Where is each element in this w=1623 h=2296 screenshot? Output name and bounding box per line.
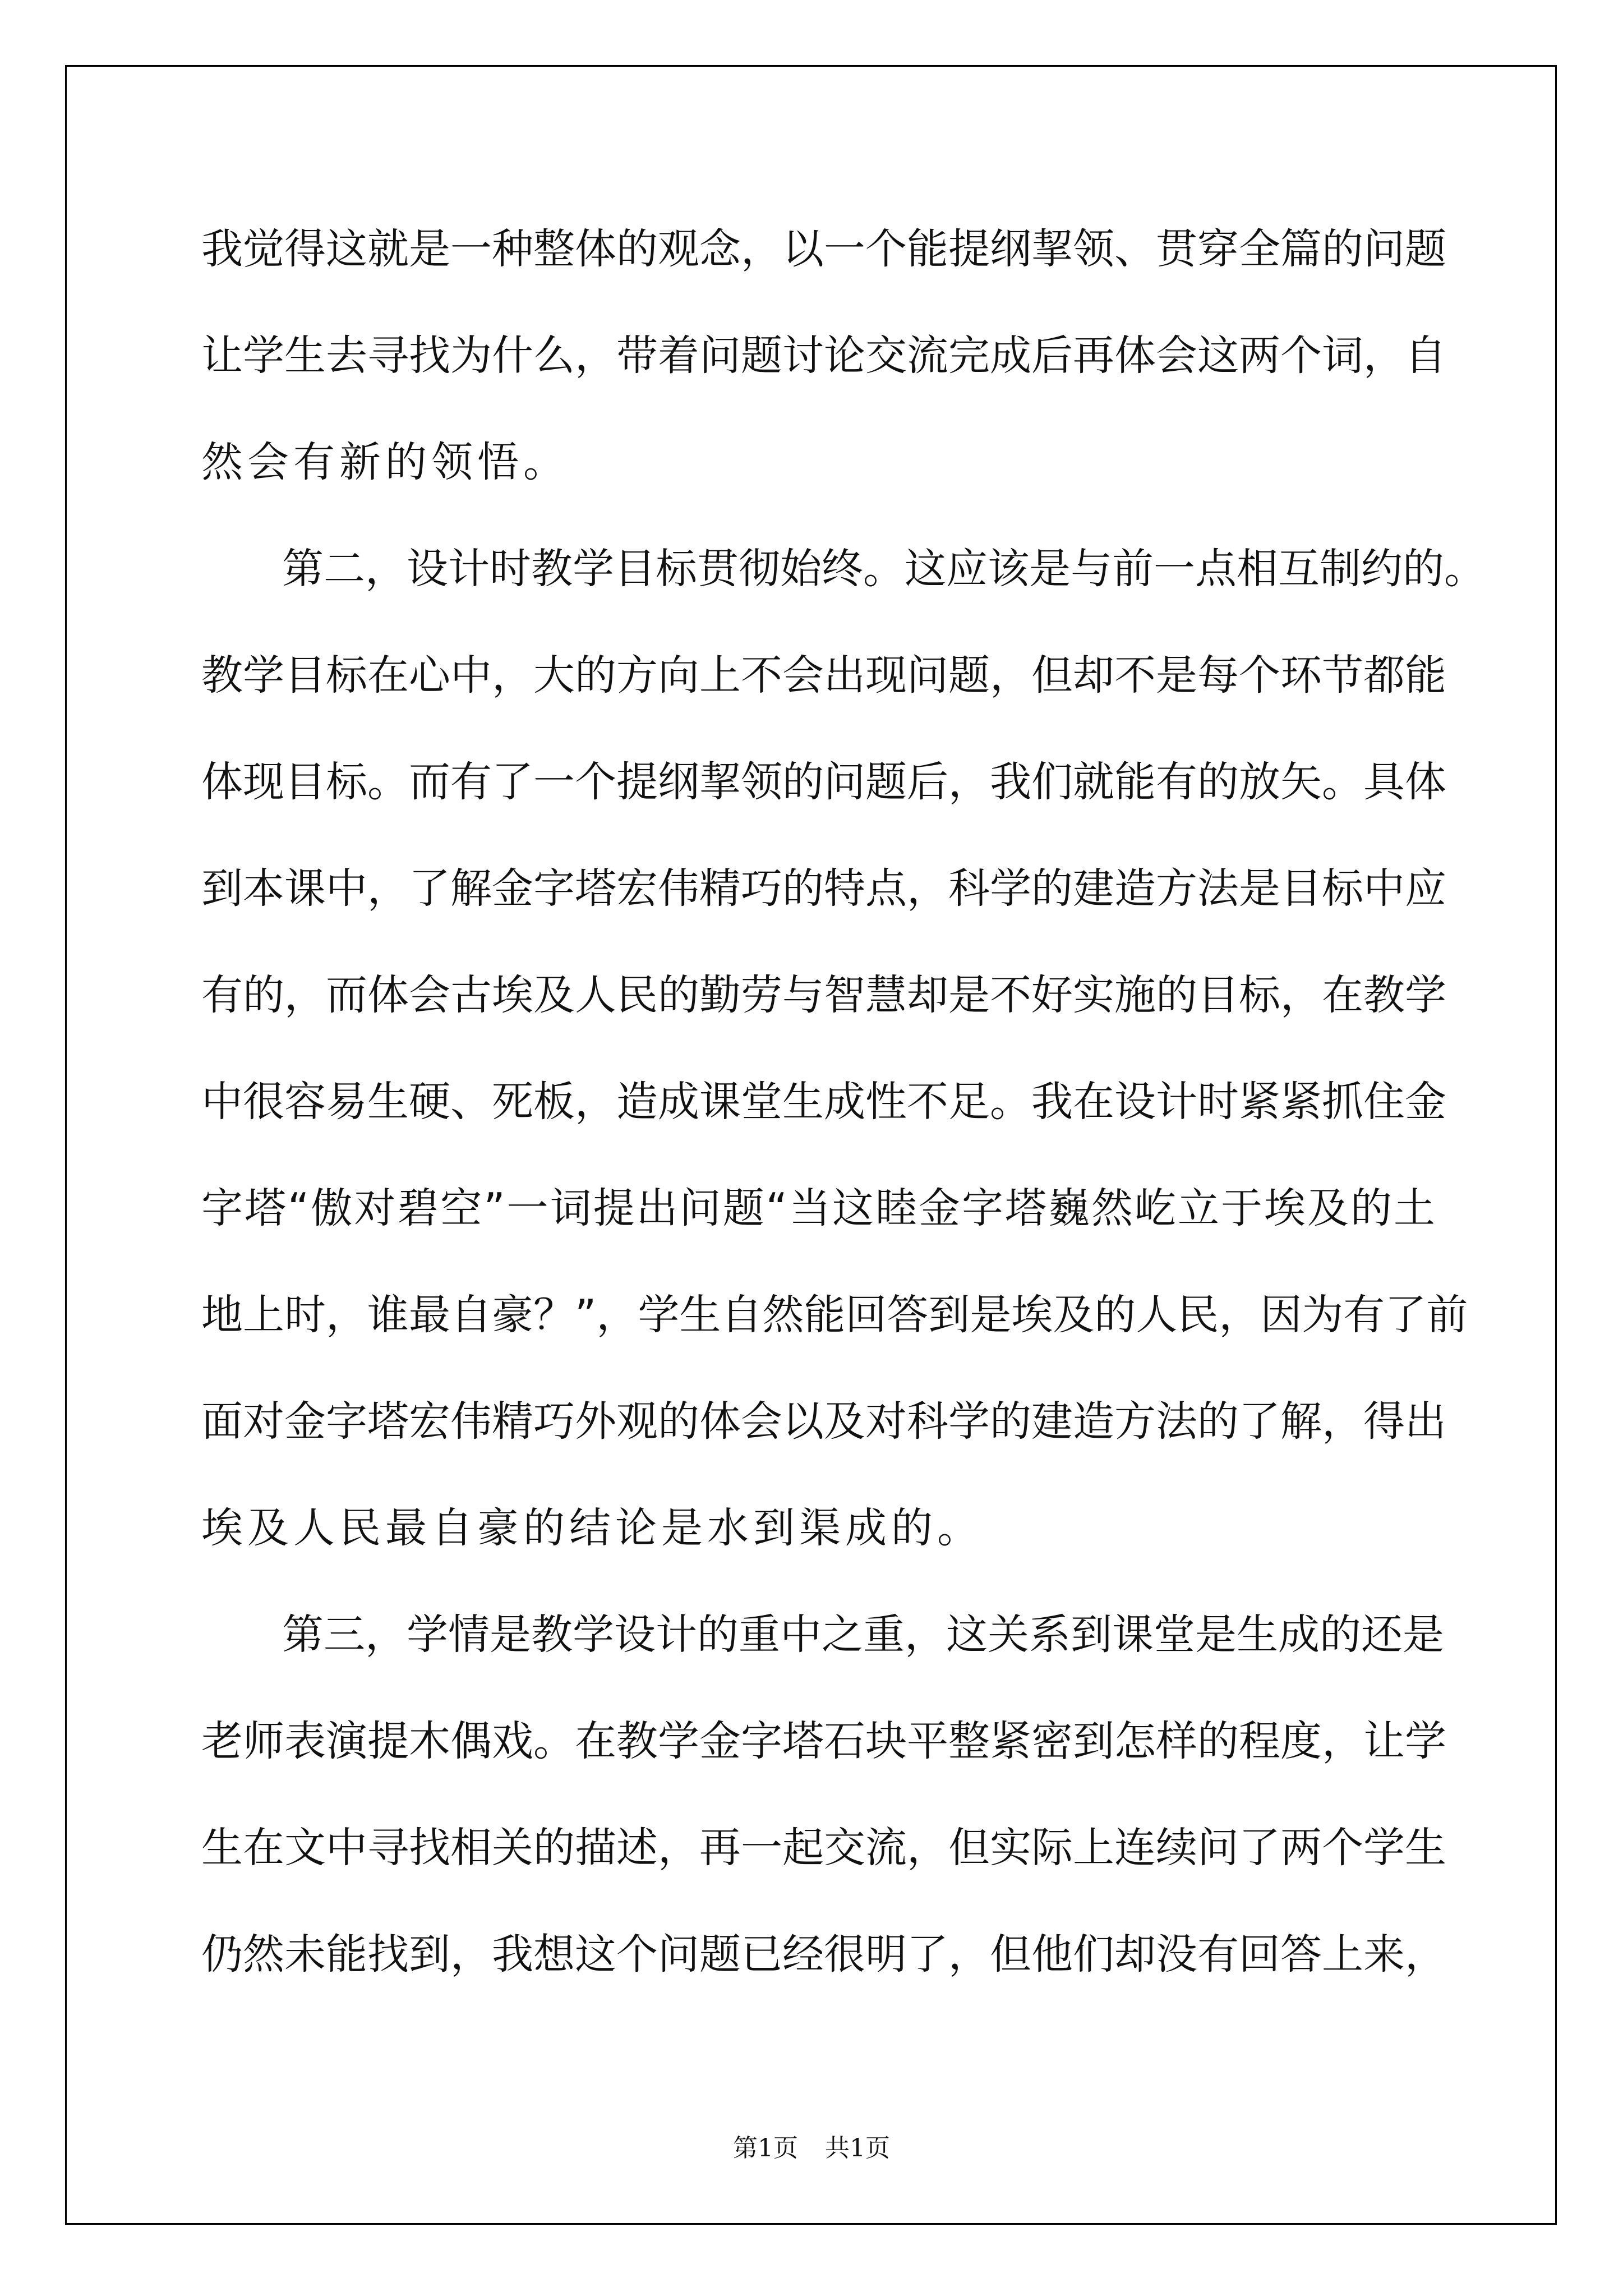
text-line: 然会有新的领悟。 — [201, 438, 569, 486]
text-line: 生在文中寻找相关的描述，再一起交流，但实际上连续问了两个学生 — [201, 1824, 1446, 1872]
text-line: 中很容易生硬、死板，造成课堂生成性不足。我在设计时紧紧抓住金 — [201, 1078, 1446, 1126]
page-footer — [0, 2132, 1623, 2165]
page-total: 共1页 — [825, 2134, 890, 2162]
text-line: 仍然未能找到，我想这个问题已经很明了，但他们却没有回答上来， — [201, 1930, 1446, 1978]
text-line: 有的，而体会古埃及人民的勤劳与智慧却是不好实施的目标，在教学 — [201, 971, 1446, 1019]
text-line: 字塔“傲对碧空”一词提出问题“当这睦金字塔巍然屹立于埃及的土 — [201, 1184, 1435, 1232]
text-line: 地上时，谁最自豪？”，学生自然能回答到是埃及的人民，因为有了前 — [201, 1291, 1468, 1339]
text-line: 教学目标在心中，大的方向上不会出现问题，但却不是每个环节都能 — [201, 651, 1446, 700]
text-line: 面对金字塔宏伟精巧外观的体会以及对科学的建造方法的了解，得出 — [201, 1397, 1446, 1446]
text-line: 老师表演提木偶戏。在教学金字塔石块平整紧密到怎样的程度，让学 — [201, 1717, 1446, 1765]
text-line: 我觉得这就是一种整体的观念，以一个能提纲挈领、贯穿全篇的问题 — [201, 225, 1446, 273]
paragraph-first-line: 第三，学情是教学设计的重中之重，这关系到课堂是生成的还是 — [282, 1611, 1444, 1659]
paragraph-first-line: 第二，设计时教学目标贯彻始终。这应该是与前一点相互制约的。 — [282, 545, 1486, 593]
page-number: 第1页 — [733, 2134, 798, 2162]
text-line: 体现目标。而有了一个提纲挈领的问题后，我们就能有的放矢。具体 — [201, 758, 1446, 806]
text-line: 让学生去寻找为什么，带着问题讨论交流完成后再体会这两个词，自 — [201, 332, 1446, 380]
text-line: 埃及人民最自豪的结论是水到渠成的。 — [201, 1504, 983, 1552]
text-line: 到本课中，了解金字塔宏伟精巧的特点，科学的建造方法是目标中应 — [201, 864, 1446, 913]
